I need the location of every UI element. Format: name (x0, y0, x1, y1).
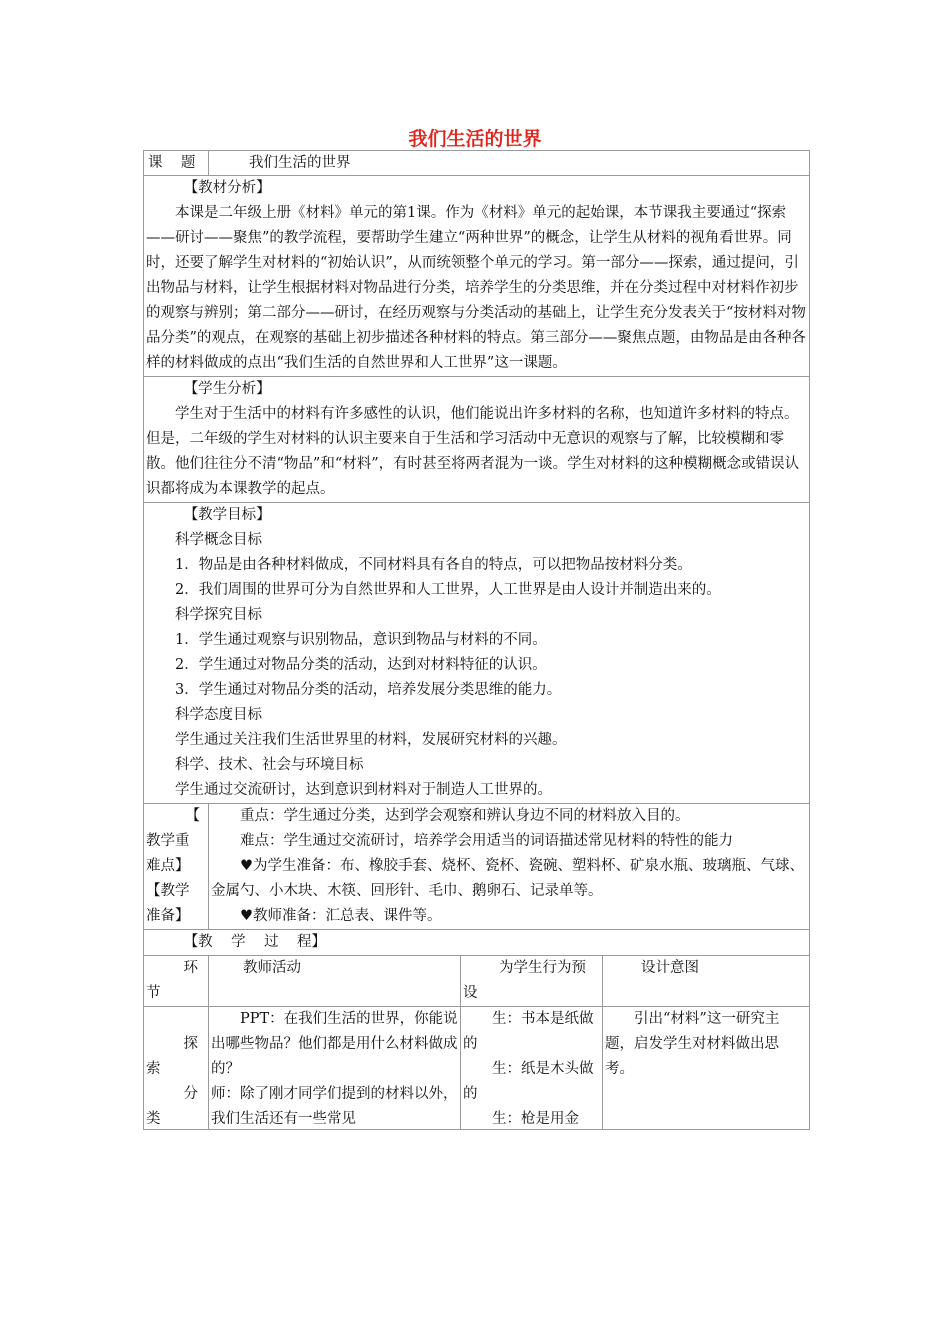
key-points-label-4: 【教学 (146, 883, 190, 899)
student-behavior-1: 生：书本是纸做的 (463, 1011, 594, 1052)
lesson-plan-table (143, 150, 810, 1130)
stage-char-2: 索 (146, 1061, 161, 1077)
goals-row (144, 503, 810, 804)
goals-heading: 【教学目标】 (183, 507, 271, 523)
stage-header-1: 环 (183, 960, 198, 976)
process-heading-cell (144, 930, 810, 956)
concept-goal-title: 科学概念目标 (175, 532, 262, 548)
course-label-cell (144, 151, 209, 176)
student-preparation: ♥为学生准备：布、橡胶手套、烧杯、瓷杯、瓷碗、塑料杯、矿泉水瓶、玻璃瓶、气球、金属勺、小木块、木筷、回形针、毛巾、鹅卵石、记录单等。 (211, 858, 804, 899)
inquiry-goal-2: 2．学生通过对物品分类的活动，达到对材料特征的认识。 (175, 657, 547, 673)
materials-analysis-heading: 【教材分析】 (183, 180, 271, 196)
student-analysis-cell (144, 377, 810, 503)
teacher-activity-text: PPT：在我们生活的世界，你能说出哪些物品？他们都是用什么材料做成的？ 师：除了刚才同学们提到的材料以外，我们生活还有一些常见 (211, 1011, 458, 1127)
key-points-label-1: 【 (185, 808, 200, 824)
page-title: 我们生活的世界 (408, 128, 542, 150)
goals-cell (144, 503, 810, 804)
student-analysis-row (144, 377, 810, 503)
design-intent-text: 引出“材料”这一研究主题，启发学生对材料做出思考。 (605, 1011, 780, 1077)
student-header-cell (461, 956, 603, 1007)
inquiry-goal-title: 科学探究目标 (175, 607, 262, 623)
process-heading: 【教 学 过 程】 (183, 934, 326, 950)
student-behavior-cell (461, 1007, 603, 1130)
stage-char-4: 类 (146, 1111, 161, 1127)
stse-goal-text: 学生通过交流研讨，达到意识到材料对于制造人工世界的。 (175, 782, 552, 798)
concept-goal-2: 2．我们周围的世界可分为自然世界和人工世界，人工世界是由人设计并制造出来的。 (175, 582, 721, 598)
student-analysis-heading: 【学生分析】 (183, 381, 271, 397)
teacher-activity-cell (209, 1007, 461, 1130)
concept-goal-1: 1．物品是由各种材料做成，不同材料具有各自的特点，可以把物品按材料分类。 (175, 557, 692, 573)
design-header-cell (603, 956, 810, 1007)
key-points-row (144, 804, 810, 930)
stage-header-cell (144, 956, 209, 1007)
stage-cell (144, 1007, 209, 1130)
teacher-activity-header: 教师活动 (243, 960, 301, 976)
student-behavior-3: 生：枪是用金 (492, 1111, 579, 1127)
inquiry-goal-1: 1．学生通过观察与识别物品，意识到物品与材料的不同。 (175, 632, 547, 648)
inquiry-goal-3: 3．学生通过对物品分类的活动，培养发展分类思维的能力。 (175, 682, 562, 698)
key-focus: 重点：学生通过分类，达到学会观察和辨认身边不同的材料放入目的。 (240, 808, 690, 824)
design-intent-header: 设计意图 (641, 960, 699, 976)
course-value: 我们生活的世界 (249, 155, 351, 171)
key-points-label-2: 教学重 (146, 833, 190, 849)
process-row-explore (144, 1007, 810, 1130)
materials-analysis-text: 本课是二年级上册《材料》单元的第1课。作为《材料》单元的起始课，本节课我主要通过“探索——研讨——聚焦”的教学流程，要帮助学生建立“两种世界”的概念，让学生从材料的视角看世界。同时，还要了解学生对材料的“初始认识”，从而统领整个单元的学习。第一部分——探索，通过提问，引出物品与材料，让学生根据材料对物品进行分类，培养学生的分类思维，并在分类过程中对材料作初步的观察与辨别；第二部分——研讨，在经历观察与分类活动的基础上，让学生充分发表关于“按材料对物品分类”的观点，在观察的基础上初步描述各种材料的特点。第三部分——聚焦点题，由物品是由各种各样的材料做成的点出“我们生活的自然世界和人工世界”这一课题。 (146, 205, 806, 371)
stse-goal-title: 科学、技术、社会与环境目标 (175, 757, 364, 773)
key-difficulty: 难点：学生通过交流研讨，培养学会用适当的词语描述常见材料的特性的能力 (240, 833, 733, 849)
teacher-preparation: ♥教师准备：汇总表、课件等。 (240, 908, 442, 924)
course-label: 课 题 (148, 155, 196, 171)
stage-header-2: 节 (146, 985, 161, 1001)
student-behavior-header-2: 设 (463, 985, 478, 1001)
key-points-label-cell (144, 804, 209, 930)
key-points-label-3: 难点】 (146, 858, 190, 874)
course-value-cell (209, 151, 810, 176)
stage-char-1: 探 (183, 1036, 198, 1052)
course-row (144, 151, 810, 176)
teacher-header-cell (209, 956, 461, 1007)
key-points-content-cell (209, 804, 810, 930)
stage-char-3: 分 (183, 1086, 198, 1102)
attitude-goal-title: 科学态度目标 (175, 707, 262, 723)
student-behavior-header-1: 为学生行为预 (499, 960, 586, 976)
materials-analysis-row (144, 176, 810, 377)
key-points-label-5: 准备】 (146, 908, 190, 924)
student-behavior-2: 生：纸是木头做的 (463, 1061, 594, 1102)
process-heading-row (144, 930, 810, 956)
materials-analysis-cell (144, 176, 810, 377)
attitude-goal-text: 学生通过关注我们生活世界里的材料，发展研究材料的兴趣。 (175, 732, 567, 748)
student-analysis-text: 学生对于生活中的材料有许多感性的认识，他们能说出许多材料的名称，也知道许多材料的特点。但是，二年级的学生对材料的认识主要来自于生活和学习活动中无意识的观察与了解，比较模糊和零散。他们往往分不清“物品”和“材料”，有时甚至将两者混为一谈。学生对材料的这种模糊概念或错误认识都将成为本课教学的起点。 (146, 406, 800, 497)
process-header-row (144, 956, 810, 1007)
design-intent-cell (603, 1007, 810, 1130)
